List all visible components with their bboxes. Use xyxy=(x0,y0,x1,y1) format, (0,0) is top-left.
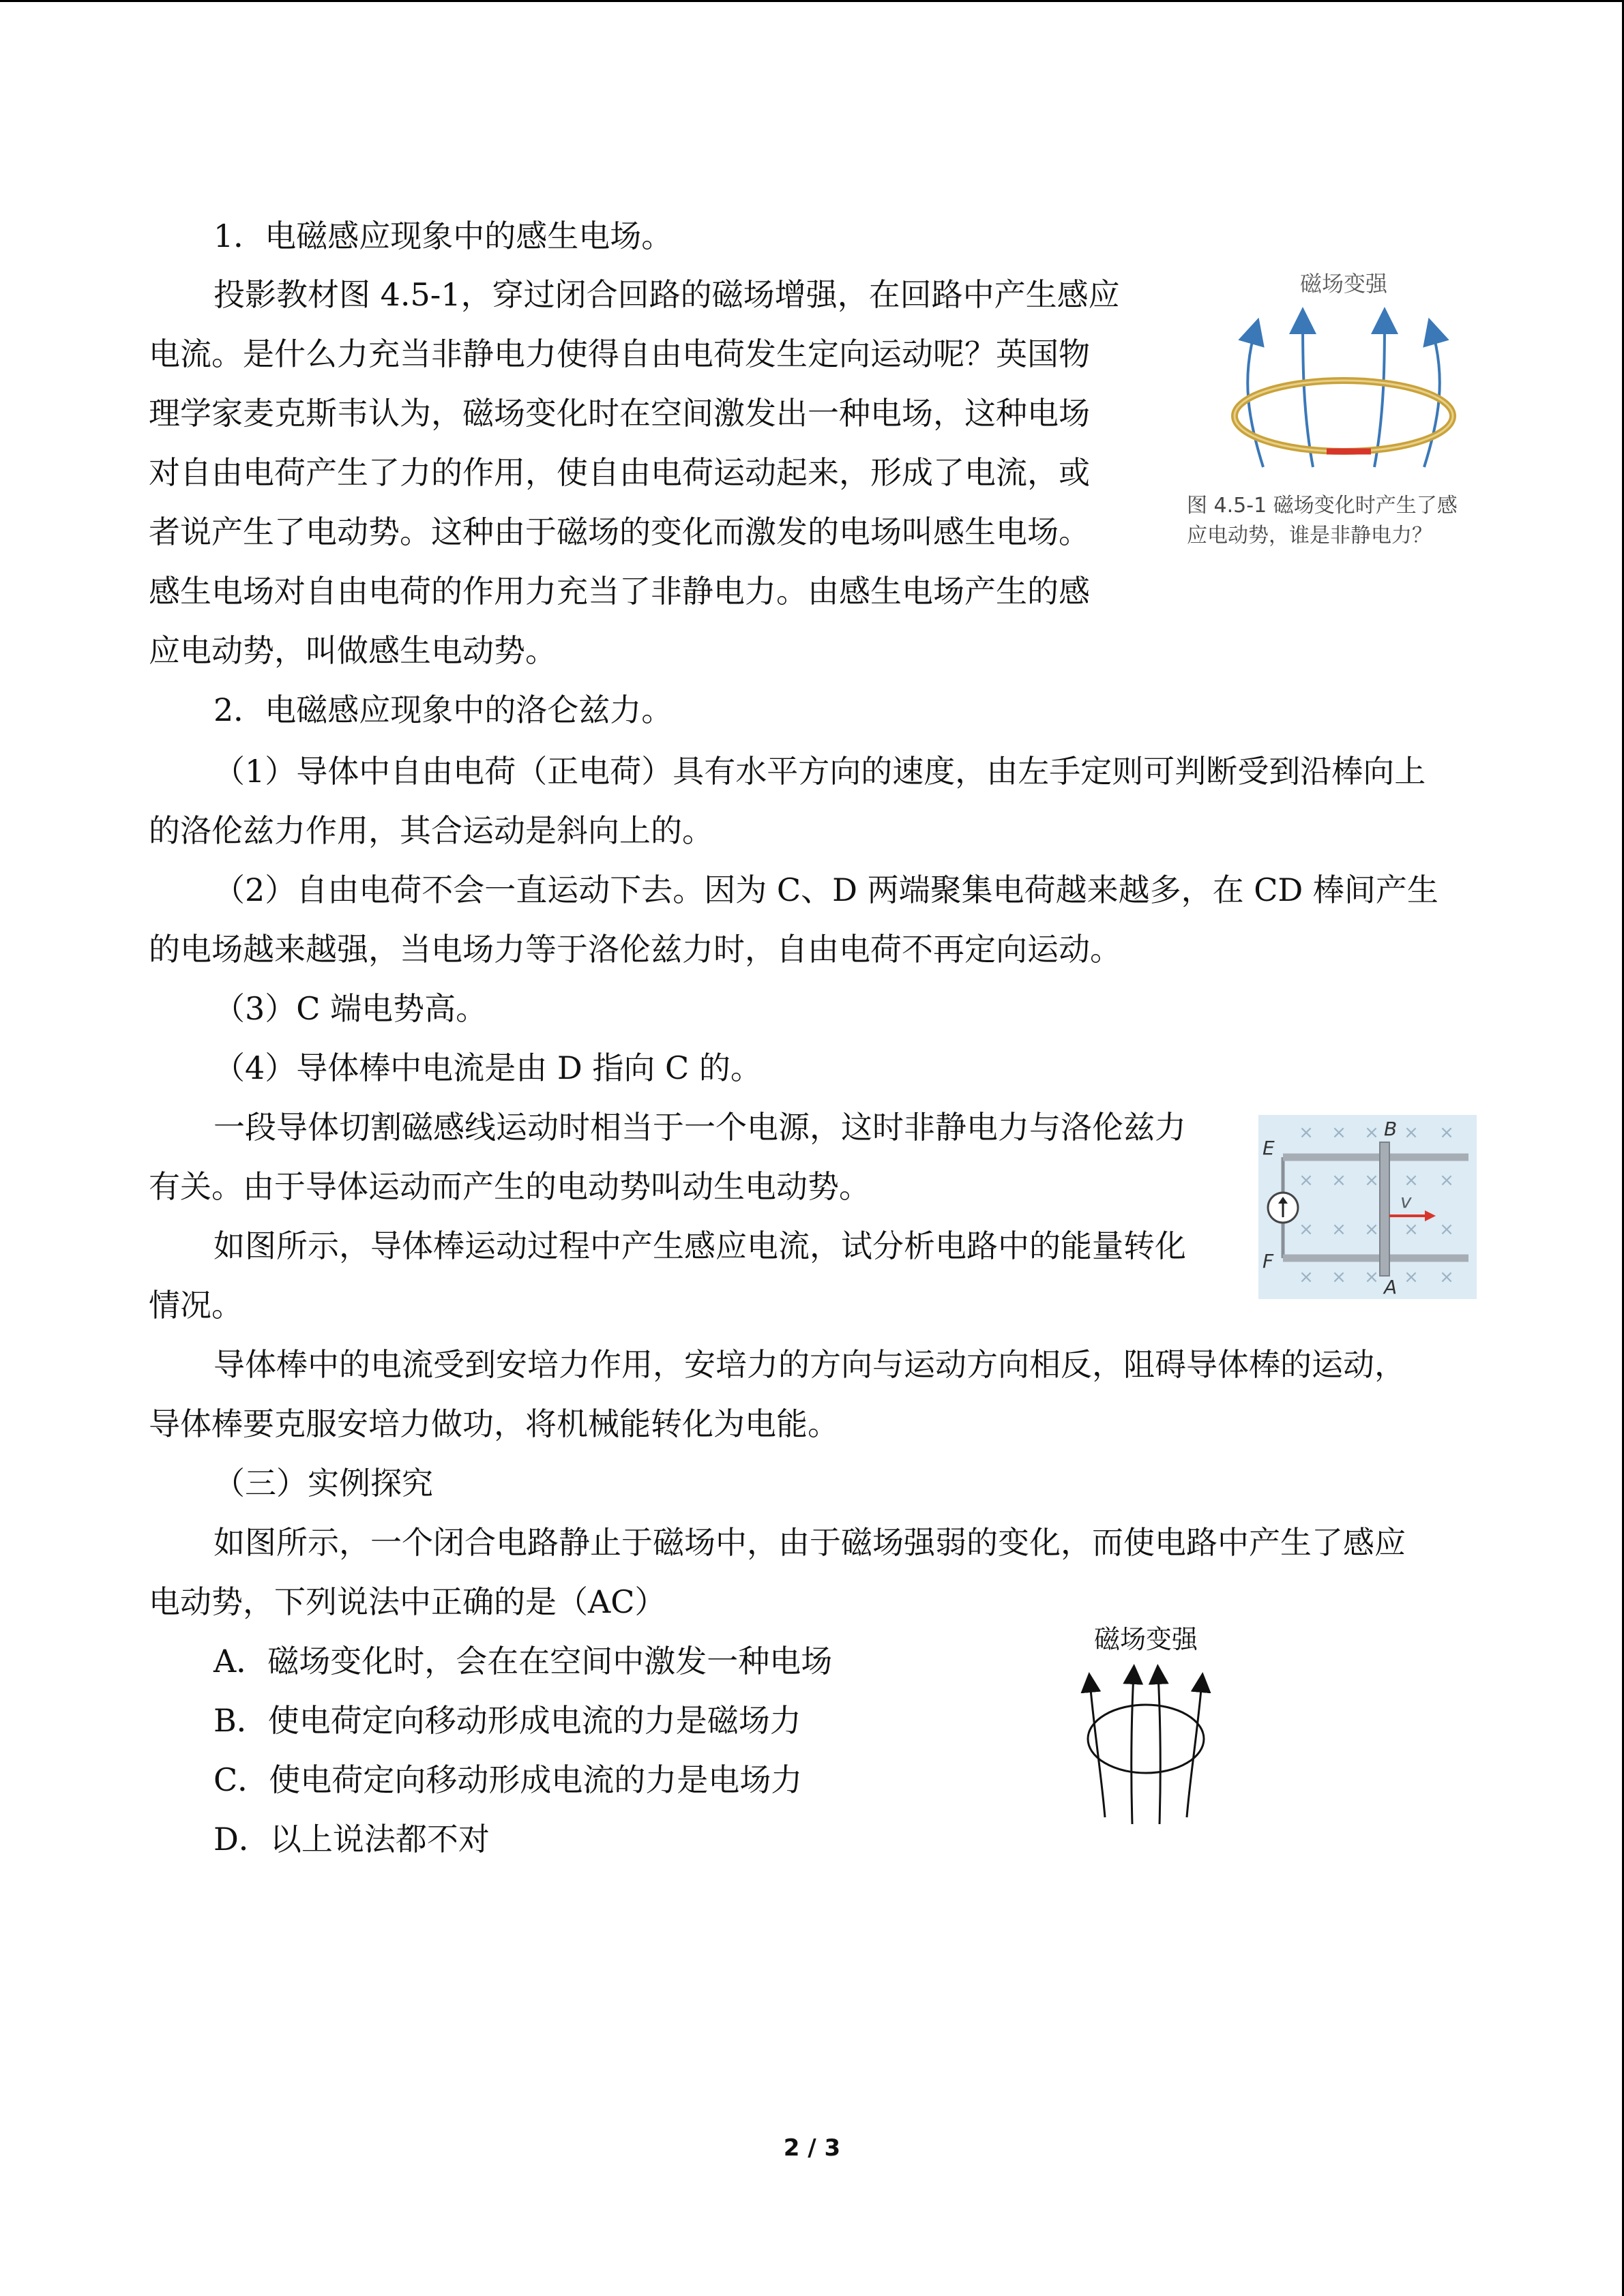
field-cross: × xyxy=(1404,1219,1419,1240)
paragraph-line: 应电动势，叫做感生电动势。 xyxy=(149,632,557,669)
paragraph-line: 感生电场对自由电荷的作用力充当了非静电力。由感生电场产生的感 xyxy=(149,573,1090,610)
paragraph-line: （2）自由电荷不会一直运动下去。因为 C、D 两端聚集电荷越来越多，在 CD 棒间产生 xyxy=(213,871,1438,908)
paragraph-line: （1）导体中自由电荷（正电荷）具有水平方向的速度，由左手定则可判断受到沿棒向上 xyxy=(213,753,1426,790)
question-line: 电动势，下列说法中正确的是（AC） xyxy=(149,1583,666,1620)
answer-option-b: B．使电荷定向移动形成电流的力是磁场力 xyxy=(213,1702,801,1739)
source-symbol xyxy=(1268,1193,1298,1223)
paragraph-line: 导体棒中的电流受到安培力作用，安培力的方向与运动方向相反，阻碍导体棒的运动， xyxy=(213,1346,1406,1383)
section-heading-2: 2．电磁感应现象中的洛仑兹力。 xyxy=(213,691,673,728)
paragraph-line: 情况。 xyxy=(149,1287,243,1324)
figure-loop-field xyxy=(1064,1620,1228,1838)
paragraph-line: 导体棒要克服安培力做功，将机械能转化为电能。 xyxy=(149,1405,839,1442)
field-cross: × xyxy=(1364,1122,1379,1143)
field-cross: × xyxy=(1439,1122,1454,1143)
paragraph-line: 理学家麦克斯韦认为，磁场变化时在空间激发出一种电场，这种电场 xyxy=(149,395,1090,432)
field-cross: × xyxy=(1439,1219,1454,1240)
field-cross: × xyxy=(1404,1267,1419,1287)
answer-option-d: D．以上说法都不对 xyxy=(213,1821,490,1858)
section-heading-1: 1．电磁感应现象中的感生电场。 xyxy=(213,218,673,254)
paragraph-line: 如图所示，导体棒运动过程中产生感应电流，试分析电路中的能量转化 xyxy=(213,1227,1186,1264)
field-cross: × xyxy=(1299,1170,1314,1191)
figure-rail-circuit xyxy=(1258,1115,1477,1299)
paragraph-line: 者说产生了电动势。这种由于磁场的变化而激发的电场叫感生电场。 xyxy=(149,513,1090,550)
field-cross: × xyxy=(1331,1219,1346,1240)
field-cross: × xyxy=(1364,1267,1379,1287)
answer-option-a: A．磁场变化时，会在在空间中激发一种电场 xyxy=(213,1643,833,1680)
label-A: A xyxy=(1384,1276,1398,1298)
label-E: E xyxy=(1263,1137,1275,1159)
closed-loop xyxy=(1088,1705,1204,1773)
paragraph-line: 的洛伦兹力作用，其合运动是斜向上的。 xyxy=(149,812,713,849)
field-cross: × xyxy=(1331,1267,1346,1287)
section-heading-3: （三）实例探究 xyxy=(213,1465,433,1502)
field-cross: × xyxy=(1331,1122,1346,1143)
question-line: 如图所示，一个闭合电路静止于磁场中，由于磁场强弱的变化，而使电路中产生了感应 xyxy=(213,1524,1406,1561)
field-cross: × xyxy=(1299,1219,1314,1240)
paragraph-line: 电流。是什么力充当非静电力使得自由电荷发生定向运动呢？英国物 xyxy=(149,336,1090,372)
field-cross: × xyxy=(1299,1122,1314,1143)
figure-coil-field xyxy=(1200,263,1487,481)
field-cross: × xyxy=(1404,1170,1419,1191)
field-cross: × xyxy=(1439,1170,1454,1191)
field-cross: × xyxy=(1364,1170,1379,1191)
paragraph-line: （3）C 端电势高。 xyxy=(213,990,488,1027)
page-number: 2 / 3 xyxy=(783,2134,841,2162)
sliding-rod xyxy=(1380,1142,1389,1276)
field-cross: × xyxy=(1331,1170,1346,1191)
answer-option-c: C．使电荷定向移动形成电流的力是电场力 xyxy=(213,1761,803,1798)
paragraph-line: 对自由电荷产生了力的作用，使自由电荷运动起来，形成了电流，或 xyxy=(149,454,1090,491)
field-cross: × xyxy=(1439,1267,1454,1287)
figure-caption xyxy=(1187,491,1458,550)
paragraph-line: （4）导体棒中电流是由 D 指向 C 的。 xyxy=(213,1049,762,1086)
field-lines xyxy=(1090,1674,1202,1824)
paragraph-line: 有关。由于导体运动而产生的电动势叫动生电动势。 xyxy=(149,1168,870,1205)
field-cross: × xyxy=(1364,1219,1379,1240)
caption-line: 图 4.5-1 磁场变化时产生了感 xyxy=(1187,494,1458,518)
paragraph-line: 投影教材图 4.5-1，穿过闭合回路的磁场增强，在回路中产生感应 xyxy=(213,276,1120,313)
field-cross: × xyxy=(1404,1122,1419,1143)
figure-title: 磁场变强 xyxy=(1093,1624,1198,1654)
paragraph-line: 的电场越来越强，当电场力等于洛伦兹力时，自由电荷不再定向运动。 xyxy=(149,931,1121,968)
caption-line: 应电动势，谁是非静电力？ xyxy=(1187,523,1432,548)
paragraph-line: 一段导体切割磁感线运动时相当于一个电源，这时非静电力与洛伦兹力 xyxy=(213,1109,1186,1146)
label-B: B xyxy=(1384,1118,1398,1140)
figure-title: 磁场变强 xyxy=(1299,271,1388,297)
label-v: v xyxy=(1400,1190,1412,1212)
coil-ring xyxy=(1235,381,1453,451)
label-F: F xyxy=(1263,1250,1274,1272)
field-cross: × xyxy=(1299,1267,1314,1287)
